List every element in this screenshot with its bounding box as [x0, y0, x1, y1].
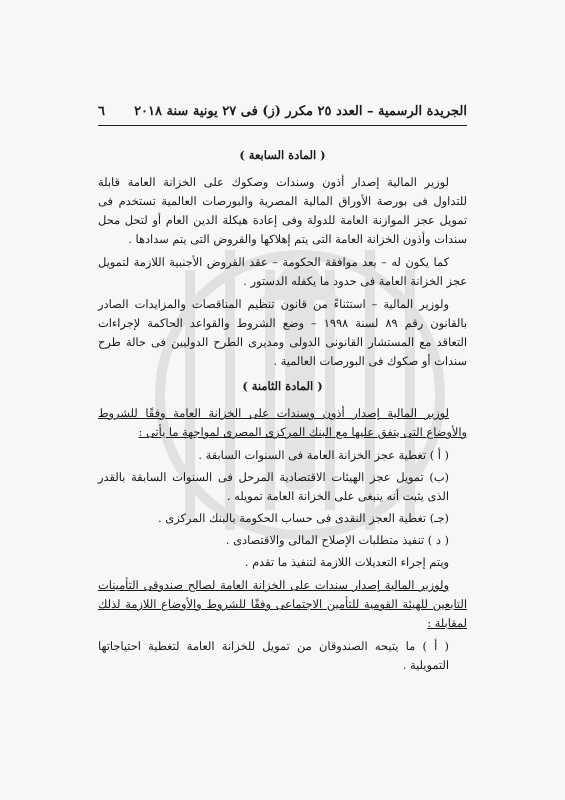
- article-7-paragraph-1: لوزير المالية إصدار أذون وسندات وصكوك على الخزانة العامة قابلة للتداول فى بورصة الأوراق المالية المصرية والبورصات العالمية تستخدم فى تمويل عجز الموازنة العامة للدولة وفى إعادة هيكلة الدين العام أو لتحل محل سندات وأذون الخزانة العامة التى يتم إهلاكها والقروض التى يتم سدادها .: [98, 175, 467, 246]
- article-7-paragraph-3: ولوزير المالية – استثناءً من قانون تنظيم المناقصات والمزايدات الصادر بالقانون رقم ٨٩ لسنة ١٩٩٨ – وضع الشروط والقواعد الحاكمة لإجراءات التعاقد مع المستشار القانونى الدولى ومديرى الطرح الدوليين فى حالة طرح سندات أو صكوك فى البورصات العالمية .: [98, 297, 467, 368]
- article-8-second-intro: ولوزير المالية إصدار سندات على الخزانة العامة لصالح صندوقى التأمينات التابعين للهيئة القومية للتأمين الاجتماعى وفقًا للشروط والأوضاع اللازمة لذلك لمقابلة :: [98, 578, 467, 630]
- page-header: [98, 104, 467, 126]
- header-title: الجريدة الرسمية – العدد ٢٥ مكرر (ز) فى ٢٧ يونية سنة ٢٠١٨: [134, 104, 467, 119]
- article-8-item-a: ( أ ) تغطية عجز الخزانة العامة فى السنوات السابقة .: [198, 448, 449, 462]
- article-8-title: ( المادة الثامنة ): [242, 379, 323, 393]
- article-8-closing: ويتم إجراء التعديلات اللازمة لتنفيذ ما تقدم .: [244, 555, 449, 569]
- article-8-item-d: ( د ) تنفيذ متطلبات الإصلاح المالى والاقتصادى .: [225, 533, 449, 547]
- article-8-second-item-a: ( أ ) ما يتيحه الصندوقان من تمويل للخزانة العامة لتغطية احتياجاتها التمويلية .: [98, 639, 449, 672]
- article-7-paragraph-2: كما يكون له – بعد موافقة الحكومة – عقد القروض الأجنبية اللازمة لتمويل عجز الخزانة العامة فى حدود ما يكفله الدستور .: [98, 255, 467, 288]
- document-body: [98, 146, 467, 678]
- article-7-title: ( المادة السابعة ): [239, 148, 326, 162]
- page-number: ٦: [98, 104, 105, 119]
- article-8-intro: لوزير المالية إصدار أذون وسندات على الخزانة العامة وفقًا للشروط والأوضاع التى يتفق عليها مع البنك المركزى المصرى لمواجهة ما يأتى :: [98, 406, 467, 439]
- article-8-item-b: (ب) تمويل عجز الهيئات الاقتصادية المرحل فى السنوات السابقة بالقدر الذى يثبت أنه ينبغى على الخزانة العامة تمويله .: [98, 470, 449, 503]
- article-8-item-c: (جـ) تغطية العجز النقدى فى حساب الحكومة بالبنك المركزى .: [158, 511, 449, 525]
